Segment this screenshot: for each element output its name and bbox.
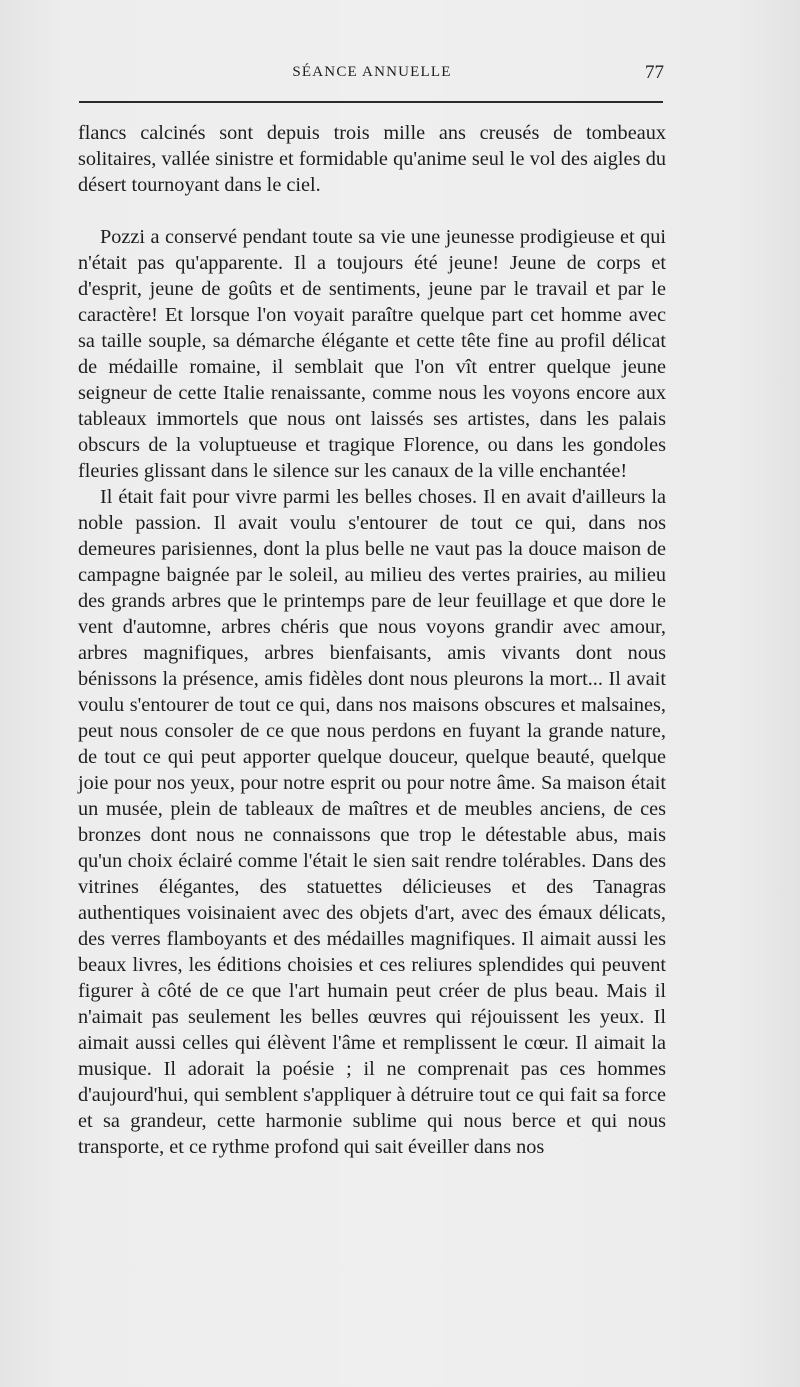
- body-text: [78, 120, 666, 1160]
- header-rule: [79, 101, 663, 103]
- running-title: SÉANCE ANNUELLE: [292, 64, 452, 80]
- paragraph-beautiful-things: Il était fait pour vivre parmi les belles choses. Il en avait d'ailleurs la noble passion. Il avait voulu s'entourer de tout ce qui, dans nos demeures parisiennes, dont la plus belle ne vaut pas la douce maison de campagne baignée par le soleil, au milieu des vertes prairies, au milieu des grands arbres que le printemps pare de leur feuillage et que dore le vent d'automne, arbres chéris que nous voyons grandir avec amour, arbres magnifiques, arbres bienfaisants, amis vivants dont nous bénissons la présence, amis fidèles dont nous pleurons la mort... Il avait voulu s'entourer de tout ce qui, dans nos maisons obscures et malsaines, peut nous consoler de ce que nous perdons en fuyant la grande nature, de tout ce qui peut apporter quelque douceur, quelque beauté, quelque joie pour nos yeux, pour notre esprit ou pour notre âme. Sa maison était un musée, plein de tableaux de maîtres et de meubles anciens, de ces bronzes dont nous ne connaissons que trop le détestable abus, mais qu'un choix éclairé comme l'était le sien sait rendre tolérables. Dans des vitrines élégantes, des statuettes délicieuses et des Tanagras authentiques voisinaient avec des objets d'art, avec des émaux délicats, des verres flamboyants et des médailles magnifiques. Il aimait aussi les beaux livres, les éditions choisies et ces reliures splendides qui peuvent figurer à côté de ce que l'art humain peut créer de plus beau. Mais il n'aimait pas seulement les belles œuvres qui réjouissent les yeux. Il aimait aussi celles qui élèvent l'âme et remplissent le cœur. Il aimait la musique. Il adorait la poésie ; il ne comprenait pas ces hommes d'aujourd'hui, qui semblent s'appliquer à détruire tout ce qui fait sa force et sa grandeur, cette harmonie sublime qui nous berce et qui nous transporte, et ce rythme profond qui sait éveiller dans nos: [78, 486, 666, 1158]
- paragraph-pozzi-youth: Pozzi a conservé pendant toute sa vie une jeunesse prodigieuse et qui n'était pas qu'apparente. Il a toujours été jeune! Jeune de corps et d'esprit, jeune de goûts et de sentiments, jeune par le travail et par le caractère! Et lorsque l'on voyait paraître quelque part cet homme avec sa taille souple, sa démarche élégante et cette tête fine au profil délicat de médaille romaine, il semblait que l'on vît entrer quelque jeune seigneur de cette Italie renaissante, comme nous les voyons encore aux tableaux immortels que nous ont laissés ses artistes, dans les palais obscurs de la voluptueuse et tragique Florence, ou dans les gondoles fleuries glissant dans le silence sur les canaux de la ville enchantée!: [78, 226, 666, 482]
- running-head: [78, 62, 666, 86]
- paragraph-continued: flancs calcinés sont depuis trois mille ans creusés de tombeaux solitaires, vallée sinistre et formidable qu'anime seul le vol des aigles du désert tournoyant dans le ciel.: [78, 122, 666, 196]
- page-number: 77: [645, 62, 664, 83]
